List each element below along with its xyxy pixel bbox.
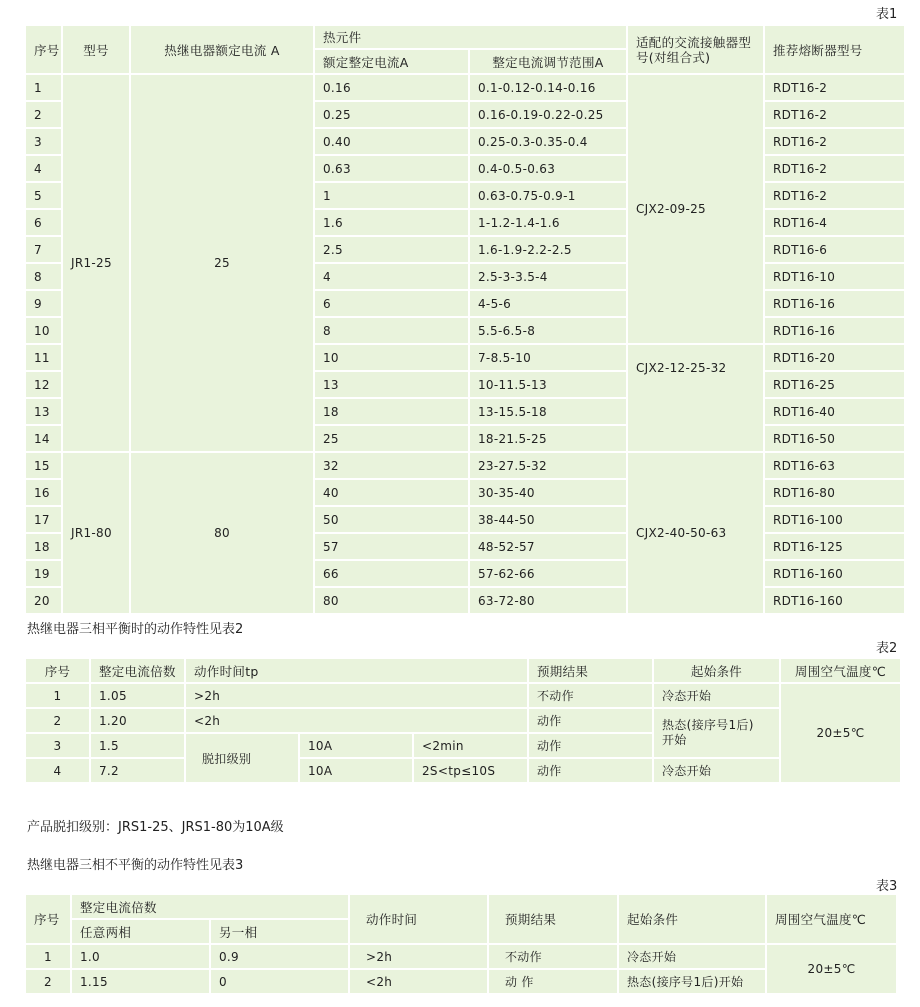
t1-fuse: RDT16-160 [765,561,904,586]
t2-row4-start: 冷态开始 [654,759,779,782]
t1-set-current: 0.16 [315,75,468,100]
t1-header-rated-current: 热继电器额定电流 A [131,26,313,73]
t1-set-current: 40 [315,480,468,505]
t2-row1-start: 冷态开始 [654,684,779,707]
t1-seq: 15 [26,453,61,478]
t3-header-seq: 序号 [26,895,70,943]
t2-header-multiple: 整定电流倍数 [91,659,184,682]
t1-fuse: RDT16-50 [765,426,904,451]
t2-row2-multiple: 1.20 [91,709,184,732]
t2-row1-multiple: 1.05 [91,684,184,707]
table2-intro: 热继电器三相平衡时的动作特性见表2 [27,622,244,637]
t3-ambient-value: 20±5℃ [767,945,896,993]
t1-set-current: 6 [315,291,468,316]
t2-row2-result: 动作 [529,709,652,732]
t2-row4-time: 2S<tp≤10S [414,759,527,782]
t1-fuse: RDT16-25 [765,372,904,397]
t3-header-any-two: 任意两相 [72,920,209,943]
t2-header-start: 起始条件 [654,659,779,682]
t1-set-current: 13 [315,372,468,397]
t2-row3-result: 动作 [529,734,652,757]
t3-row1-two: 1.0 [72,945,209,968]
t1-seq: 12 [26,372,61,397]
t1-model-group: JR1-25 [63,75,129,451]
t1-range: 10-11.5-13 [470,372,626,397]
t1-fuse: RDT16-100 [765,507,904,532]
t1-seq: 10 [26,318,61,343]
t1-fuse: RDT16-4 [765,210,904,235]
t1-seq: 13 [26,399,61,424]
t1-set-current: 1 [315,183,468,208]
t1-header-element: 热元件 [315,26,626,48]
t2-trip-class: 脱扣级别 [186,734,298,782]
t1-range: 38-44-50 [470,507,626,532]
t1-rated-group: 80 [131,453,313,613]
t1-fuse: RDT16-6 [765,237,904,262]
t1-contactor-group: CJX2-12-25-32 [628,345,763,451]
t1-fuse: RDT16-2 [765,156,904,181]
t1-header-model: 型号 [63,26,129,73]
t1-range: 57-62-66 [470,561,626,586]
t1-seq: 19 [26,561,61,586]
t1-set-current: 8 [315,318,468,343]
t2-header-seq: 序号 [26,659,89,682]
t1-set-current: 50 [315,507,468,532]
t3-row1-result: 不动作 [489,945,617,968]
t1-seq: 7 [26,237,61,262]
t1-seq: 9 [26,291,61,316]
t1-range: 0.63-0.75-0.9-1 [470,183,626,208]
t3-row2-other: 0 [211,970,348,993]
t1-seq: 20 [26,588,61,613]
t1-seq: 5 [26,183,61,208]
table2 [24,657,902,784]
t1-set-current: 32 [315,453,468,478]
t2-row2-seq: 2 [26,709,89,732]
t2-ambient-value: 20±5℃ [781,684,900,782]
t1-range: 7-8.5-10 [470,345,626,370]
t1-range: 4-5-6 [470,291,626,316]
t3-row1-other: 0.9 [211,945,348,968]
t1-header-element-range: 整定电流调节范围A [470,50,626,73]
t1-range: 18-21.5-25 [470,426,626,451]
table-row [26,75,904,100]
t1-seq: 18 [26,534,61,559]
t1-range: 0.16-0.19-0.22-0.25 [470,102,626,127]
t1-fuse: RDT16-20 [765,345,904,370]
t1-seq: 2 [26,102,61,127]
t1-fuse: RDT16-2 [765,183,904,208]
table2-caption: 表2 [876,641,898,656]
t1-range: 30-35-40 [470,480,626,505]
t1-header-seq: 序号 [26,26,61,73]
t1-fuse: RDT16-2 [765,129,904,154]
t1-model-group: JR1-80 [63,453,129,613]
t2-row3-multiple: 1.5 [91,734,184,757]
t3-header-result: 预期结果 [489,895,617,943]
t1-set-current: 1.6 [315,210,468,235]
t3-header-ambient: 周围空气温度℃ [767,895,896,943]
t1-seq: 8 [26,264,61,289]
t1-fuse: RDT16-16 [765,291,904,316]
table1 [24,24,906,615]
t2-row4-class: 10A [300,759,412,782]
t1-set-current: 4 [315,264,468,289]
t2-row1-result: 不动作 [529,684,652,707]
table1-caption: 表1 [876,7,898,22]
t1-set-current: 80 [315,588,468,613]
t2-row2-time: <2h [186,709,527,732]
t1-set-current: 66 [315,561,468,586]
t1-contactor-group: CJX2-09-25 [628,75,763,343]
t2-row1-time: >2h [186,684,527,707]
t1-fuse: RDT16-40 [765,399,904,424]
t1-fuse: RDT16-80 [765,480,904,505]
t1-seq: 1 [26,75,61,100]
table3 [24,893,898,995]
t1-seq: 6 [26,210,61,235]
t1-seq: 14 [26,426,61,451]
t1-set-current: 0.25 [315,102,468,127]
t2-row3-time: <2min [414,734,527,757]
t1-fuse: RDT16-2 [765,75,904,100]
t1-range: 2.5-3-3.5-4 [470,264,626,289]
t1-seq: 11 [26,345,61,370]
t1-set-current: 18 [315,399,468,424]
t1-range: 0.25-0.3-0.35-0.4 [470,129,626,154]
t3-header-multiple: 整定电流倍数 [72,895,348,918]
t1-fuse: RDT16-160 [765,588,904,613]
t3-row2-seq: 2 [26,970,70,993]
t2-header-time: 动作时间tp [186,659,527,682]
t1-contactor-group: CJX2-40-50-63 [628,453,763,613]
t1-range: 0.4-0.5-0.63 [470,156,626,181]
t1-range: 1-1.2-1.4-1.6 [470,210,626,235]
t1-header-element-rated: 额定整定电流A [315,50,468,73]
t1-header-contactor: 适配的交流接触器型号(对组合式) [628,26,763,73]
t3-row2-start: 热态(接序号1后)开始 [619,970,765,993]
t1-range: 0.1-0.12-0.14-0.16 [470,75,626,100]
t1-set-current: 0.63 [315,156,468,181]
t1-header-fuse: 推荐熔断器型号 [765,26,904,73]
t2-row1-seq: 1 [26,684,89,707]
t3-row2-two: 1.15 [72,970,209,993]
t1-set-current: 10 [315,345,468,370]
table3-caption: 表3 [876,879,898,894]
t1-range: 48-52-57 [470,534,626,559]
t3-row1-seq: 1 [26,945,70,968]
t2-header-ambient: 周围空气温度℃ [781,659,900,682]
t1-seq: 17 [26,507,61,532]
t1-fuse: RDT16-16 [765,318,904,343]
t1-seq: 4 [26,156,61,181]
t2-row4-multiple: 7.2 [91,759,184,782]
t2-row4-seq: 4 [26,759,89,782]
t2-row4-result: 动作 [529,759,652,782]
t1-fuse: RDT16-125 [765,534,904,559]
t2-row3-seq: 3 [26,734,89,757]
t1-fuse: RDT16-2 [765,102,904,127]
t3-row2-result: 动 作 [489,970,617,993]
t1-rated-group: 25 [131,75,313,451]
t1-set-current: 2.5 [315,237,468,262]
t1-seq: 3 [26,129,61,154]
t1-range: 63-72-80 [470,588,626,613]
t1-set-current: 0.40 [315,129,468,154]
t1-range: 23-27.5-32 [470,453,626,478]
table-row [26,453,904,478]
t1-range: 1.6-1.9-2.2-2.5 [470,237,626,262]
t1-seq: 16 [26,480,61,505]
t1-fuse: RDT16-10 [765,264,904,289]
t1-range: 5.5-6.5-8 [470,318,626,343]
trip-class-note: 产品脱扣级别：JRS1-25、JRS1-80为10A级 [27,820,284,835]
t2-row3-class: 10A [300,734,412,757]
t1-range: 13-15.5-18 [470,399,626,424]
t2-header-result: 预期结果 [529,659,652,682]
table3-intro: 热继电器三相不平衡的动作特性见表3 [27,858,244,873]
t1-set-current: 57 [315,534,468,559]
t1-fuse: RDT16-63 [765,453,904,478]
t2-row2-start: 热态(接序号1后)开始 [654,709,779,757]
t3-row1-time: >2h [350,945,487,968]
t3-header-start: 起始条件 [619,895,765,943]
t1-set-current: 25 [315,426,468,451]
t3-header-time: 动作时间 [350,895,487,943]
t3-row1-start: 冷态开始 [619,945,765,968]
t3-header-other: 另一相 [211,920,348,943]
t3-row2-time: <2h [350,970,487,993]
